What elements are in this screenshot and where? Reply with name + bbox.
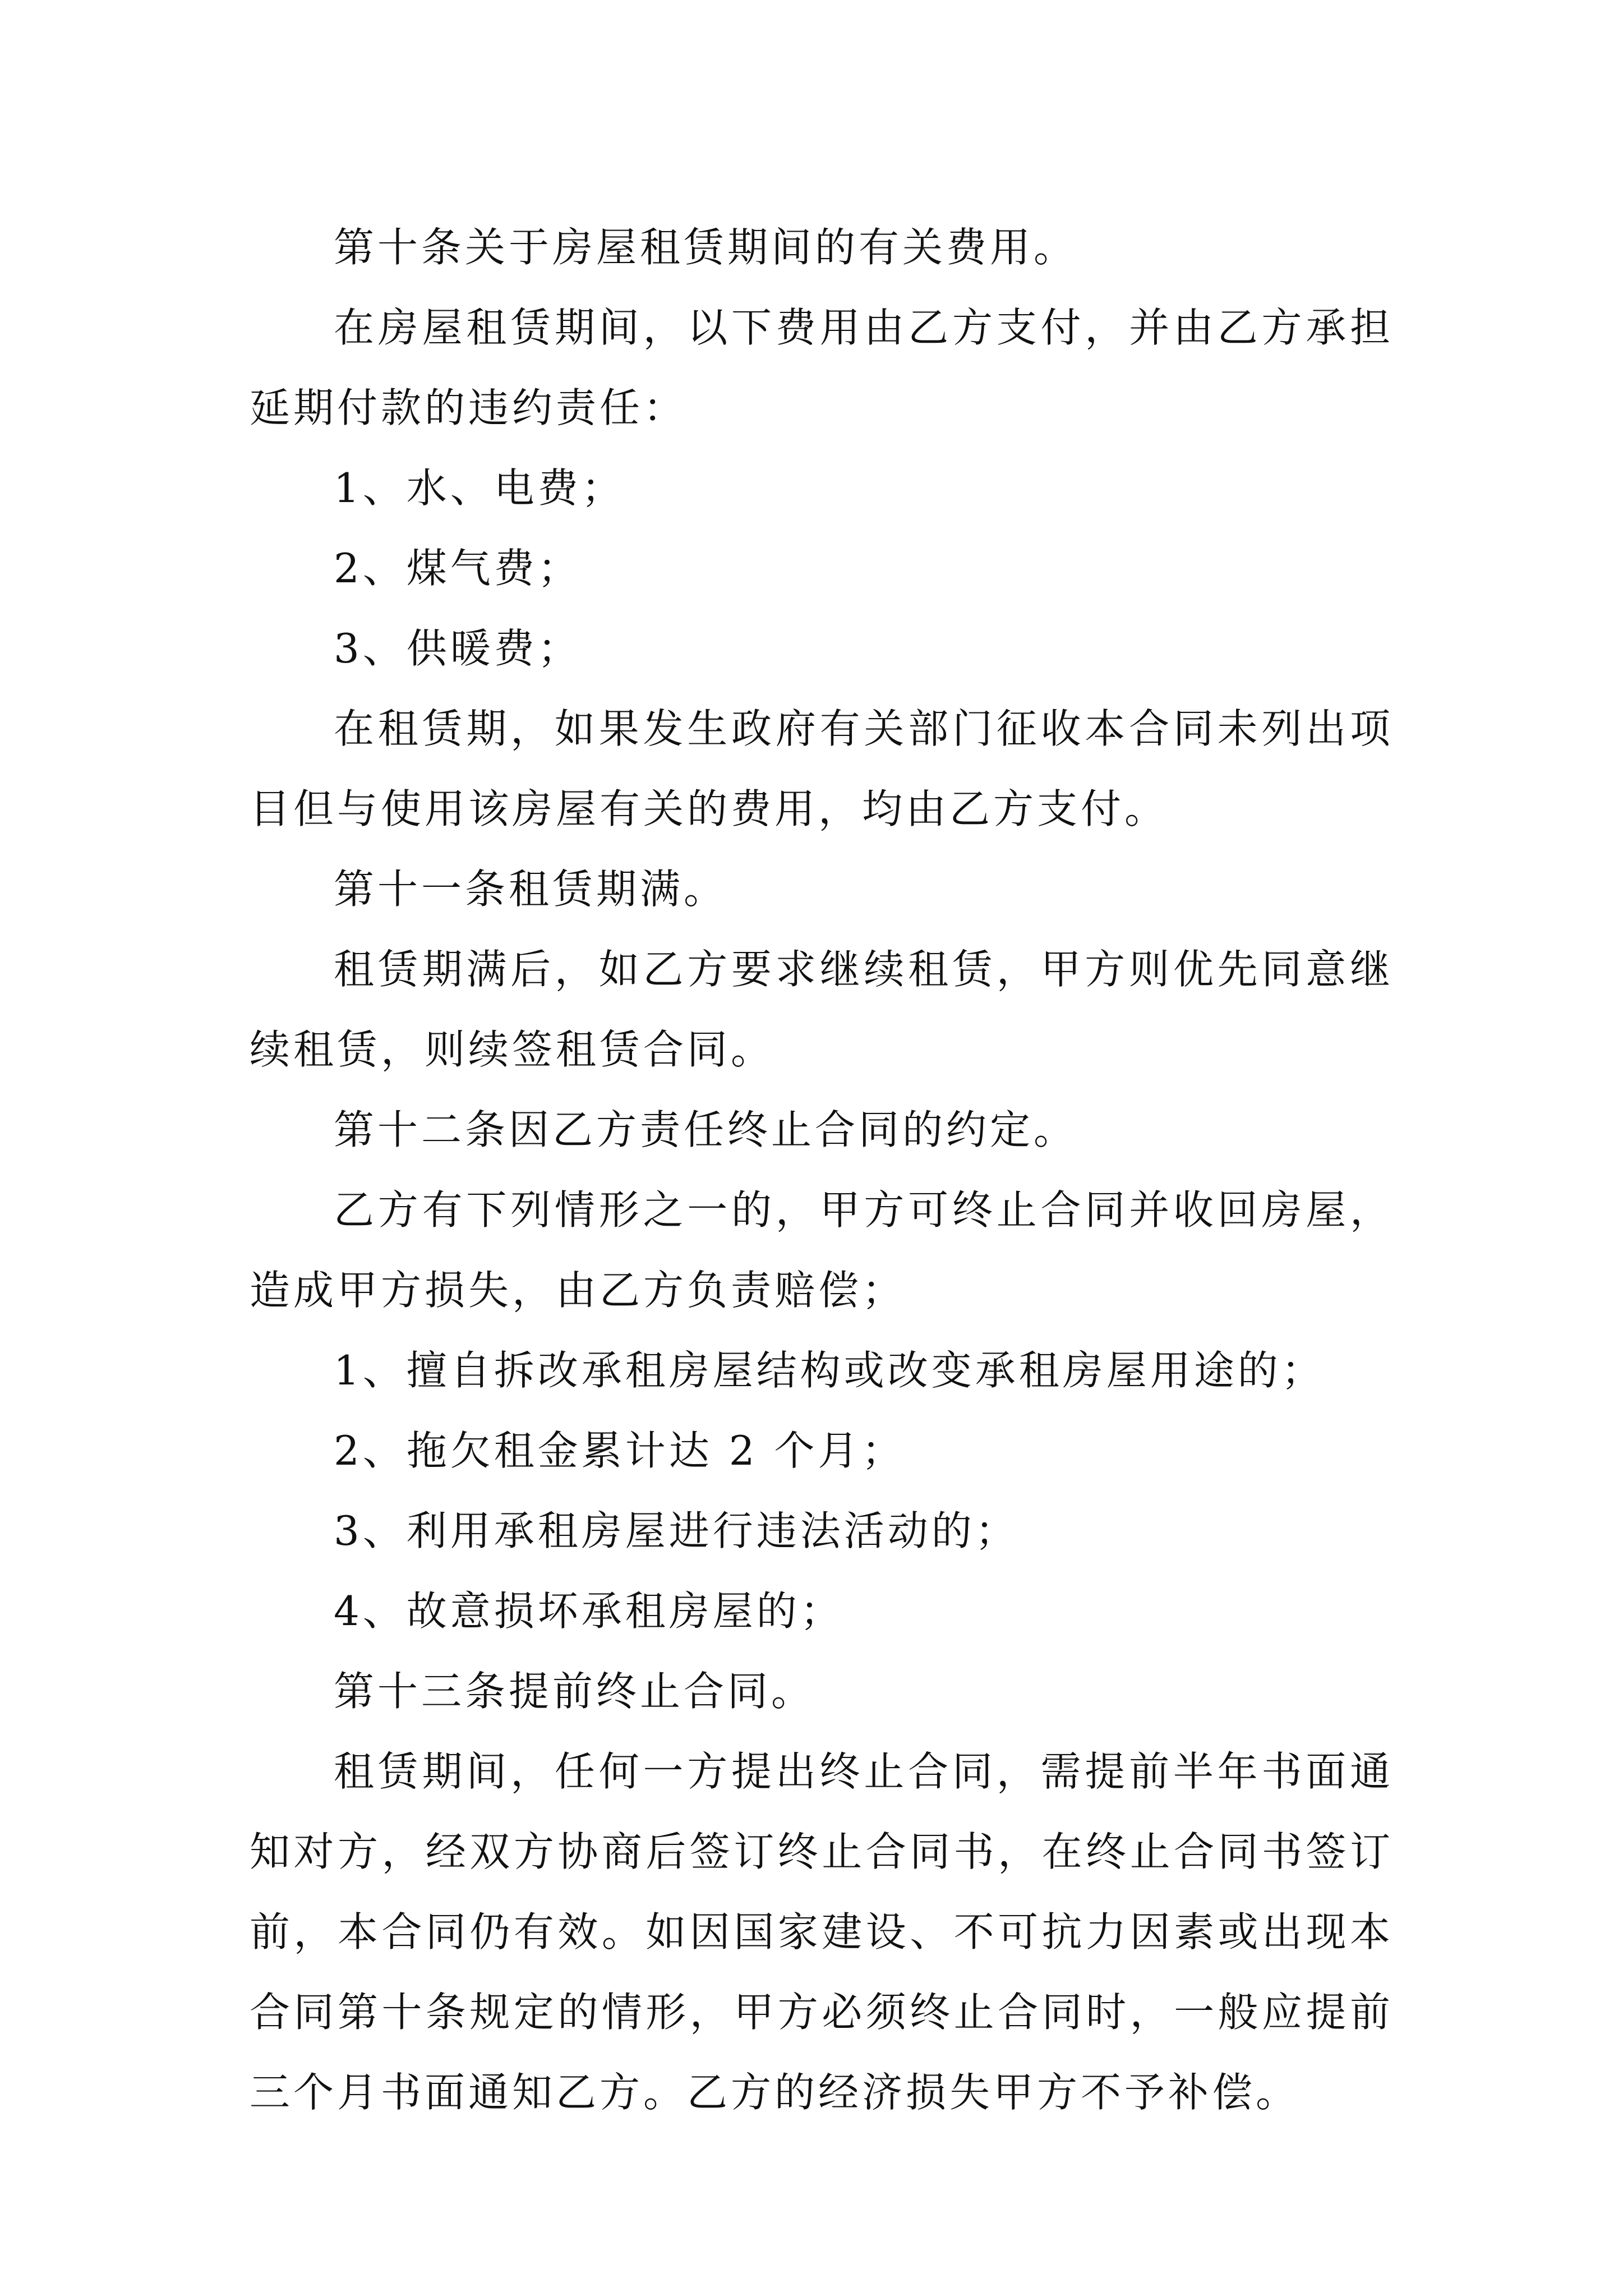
article-12-item-2: 2、拖欠租金累计达 2 个月； <box>334 1427 906 1474</box>
article-12-item-1: 1、擅自拆改承租房屋结构或改变承租房屋用途的； <box>334 1347 1325 1394</box>
article-12-item-3: 3、利用承租房屋进行违法活动的； <box>334 1507 1019 1554</box>
document-body <box>250 208 1394 2133</box>
article-10-item-1: 1、水、电费； <box>334 464 625 512</box>
article-11-heading: 第十一条租赁期满。 <box>334 866 728 913</box>
article-11-body: 租赁期满后，如乙方要求继续租赁，甲方则优先同意继续租赁，则续签租赁合同。 <box>250 946 1394 1073</box>
article-10-intro: 在房屋租赁期间，以下费用由乙方支付，并由乙方承担延期付款的违约责任： <box>250 304 1394 431</box>
article-12-item-4: 4、故意损坏承租房屋的； <box>334 1588 844 1635</box>
article-13-heading: 第十三条提前终止合同。 <box>334 1668 815 1715</box>
article-12-intro: 乙方有下列情形之一的，甲方可终止合同并收回房屋，造成甲方损失，由乙方负责赔偿； <box>250 1186 1394 1314</box>
article-10-other-fees: 在租赁期，如果发生政府有关部门征收本合同未列出项目但与使用该房屋有关的费用，均由乙方支付。 <box>250 705 1394 832</box>
article-13-body: 租赁期间，任何一方提出终止合同，需提前半年书面通知对方，经双方协商后签订终止合同书，在终止合同书签订前，本合同仍有效。如因国家建设、不可抗力因素或出现本合同第十条规定的情形，甲方必须终止合同时，一般应提前三个月书面通知乙方。乙方的经济损失甲方不予补偿。 <box>250 1748 1394 2116</box>
article-12-heading: 第十二条因乙方责任终止合同的约定。 <box>334 1106 1078 1153</box>
article-10-heading: 第十条关于房屋租赁期间的有关费用。 <box>334 224 1078 271</box>
article-10-item-2: 2、煤气费； <box>334 545 582 592</box>
article-10-item-3: 3、供暖费； <box>334 625 582 672</box>
